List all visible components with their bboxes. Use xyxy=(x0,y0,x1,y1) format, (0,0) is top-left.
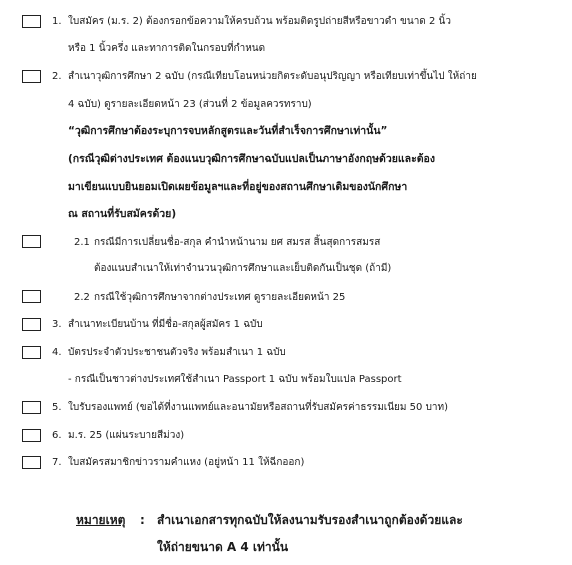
checkbox-item-2[interactable] xyxy=(22,70,41,83)
item-5-text: ใบรับรองแพทย์ (ขอได้ที่งานแพทย์และอนามัยหรือสถานที่รับสมัครค่าธรรมเนียม 50 บาท) xyxy=(68,402,449,413)
item-2-1-number: 2.1 xyxy=(74,237,90,248)
item-2-1-text-line-2: ต้องแนบสำเนาให้เท่าจำนวนวุฒิการศึกษาและเย็บติดกันเป็นชุด (ถ้ามี) xyxy=(94,263,392,274)
item-1-text-line-1: ใบสมัคร (ม.ร. 2) ต้องกรอกข้อความให้ครบถ้วน พร้อมติดรูปถ่ายสีหรือขาวดำ ขนาด 2 นิ้ว xyxy=(68,16,451,27)
item-2-2-text: กรณีใช้วุฒิการศึกษาจากต่างประเทศ ดูรายละเอียดหน้า 25 xyxy=(94,292,346,303)
item-3-number: 3. xyxy=(52,319,62,330)
item-7-number: 7. xyxy=(52,457,62,468)
note-label: หมายเหตุ xyxy=(76,513,126,527)
item-2-bold-line-1: “วุฒิการศึกษาต้องระบุการจบหลักสูตรและวันที่สำเร็จการศึกษาเท่านั้น” xyxy=(68,125,388,137)
item-2-1-text-line-1: กรณีมีการเปลี่ยนชื่อ-สกุล คำนำหน้านาม ยศ สมรส สิ้นสุดการสมรส xyxy=(94,237,381,248)
item-1-text-line-2: หรือ 1 นิ้วครึ่ง และทาการติดในกรอบที่กำหนด xyxy=(68,43,266,54)
item-2-2-number: 2.2 xyxy=(74,292,90,303)
checkbox-item-2-1[interactable] xyxy=(22,235,41,248)
checkbox-item-1[interactable] xyxy=(22,15,41,28)
checkbox-item-5[interactable] xyxy=(22,401,41,414)
item-1-number: 1. xyxy=(52,16,62,27)
checkbox-item-3[interactable] xyxy=(22,318,41,331)
item-4-text-line-1: บัตรประจำตัวประชาชนตัวจริง พร้อมสำเนา 1 ฉบับ xyxy=(68,347,286,358)
item-4-number: 4. xyxy=(52,347,62,358)
checkbox-item-4[interactable] xyxy=(22,346,41,359)
item-2-bold-line-2: (กรณีวุฒิต่างประเทศ ต้องแนบวุฒิการศึกษาฉบับแปลเป็นภาษาอังกฤษด้วยและต้อง xyxy=(68,153,435,165)
item-6-number: 6. xyxy=(52,430,62,441)
checkbox-item-7[interactable] xyxy=(22,456,41,469)
item-5-number: 5. xyxy=(52,402,62,413)
note-line-1: สำเนาเอกสารทุกฉบับให้ลงนามรับรองสำเนาถูกต้องด้วยและ xyxy=(157,513,463,527)
item-2-text-line-1: สำเนาวุฒิการศึกษา 2 ฉบับ (กรณีเทียบโอนหน่วยกิตระดับอนุปริญญา หรือเทียบเท่าขึ้นไป ให้ถ่าย xyxy=(68,71,477,82)
note-line-2: ให้ถ่ายขนาด A 4 เท่านั้น xyxy=(157,540,289,554)
checkbox-item-6[interactable] xyxy=(22,429,41,442)
item-2-bold-line-4: ณ สถานที่รับสมัครด้วย) xyxy=(68,208,177,220)
item-6-text: ม.ร. 25 (แผ่นระบายสีม่วง) xyxy=(68,430,185,441)
item-7-text: ใบสมัครสมาชิกข่าวรามคำแหง (อยู่หน้า 11 ให้ฉีกออก) xyxy=(68,457,305,468)
note-colon: : xyxy=(140,513,145,527)
item-3-text: สำเนาทะเบียนบ้าน ที่มีชื่อ-สกุลผู้สมัคร 1 ฉบับ xyxy=(68,319,263,330)
item-4-text-line-2: - กรณีเป็นชาวต่างประเทศใช้สำเนา Passport 1 ฉบับ พร้อมใบแปล Passport xyxy=(68,374,402,385)
item-2-bold-line-3: มาเขียนแบบยินยอมเปิดเผยข้อมูลฯและที่อยู่ของสถานศึกษาเดิมของนักศึกษา xyxy=(68,181,408,193)
item-2-number: 2. xyxy=(52,71,62,82)
checkbox-item-2-2[interactable] xyxy=(22,290,41,303)
item-2-text-line-2: 4 ฉบับ) ดูรายละเอียดหน้า 23 (ส่วนที่ 2 ข้อมูลควรทราบ) xyxy=(68,99,312,110)
